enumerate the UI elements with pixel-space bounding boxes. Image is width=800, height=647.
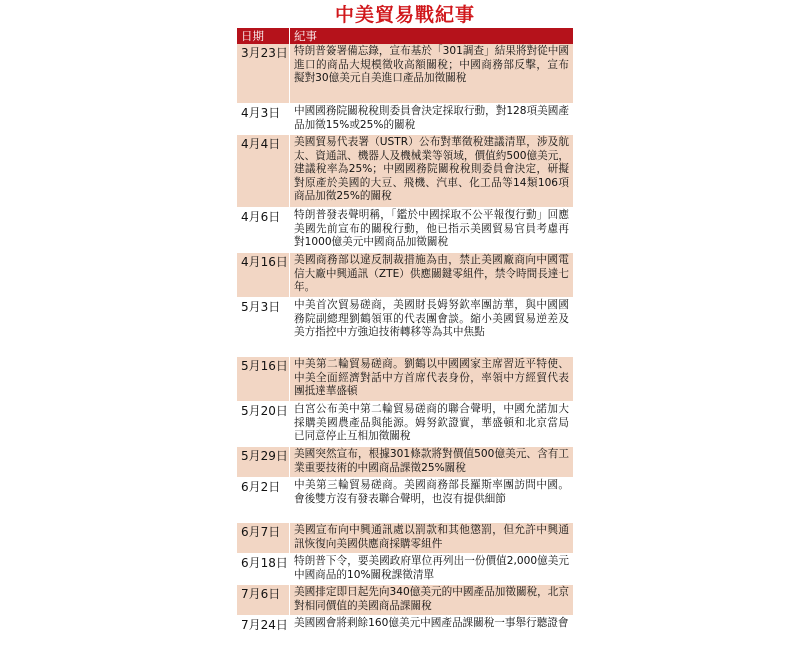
header-date: 日期 [241, 29, 264, 43]
timeline-panel [237, 0, 573, 632]
row-text: 美國排定即日起先向340億美元的中國產品加徵關稅，北京對相同價值的美國商品課關稅 [289, 585, 573, 615]
table-row [237, 298, 573, 357]
table-row [237, 135, 573, 208]
row-text: 中美第二輪貿易磋商。劉鶴以中國國家主席習近平特使、中美全面經濟對話中方首席代表身份，率領中方經貿代表團抵達華盛頓 [289, 357, 573, 401]
row-date: 6月2日 [241, 480, 281, 494]
table-row [237, 253, 573, 298]
row-date: 4月16日 [241, 255, 288, 269]
table-row [237, 402, 573, 447]
page-title: 中美貿易戰紀事 [334, 4, 475, 26]
row-date: 5月20日 [241, 404, 288, 418]
timeline-rows [237, 44, 573, 647]
row-text: 美國貿易代表署（USTR）公布對華徵稅建議清單，涉及航太、資通訊、機器人及機械業等領域，價值約500億美元，建議稅率為25%；中國國務院關稅稅則委員會決定，研擬對原產於美國的大豆、飛機、汽車、化工品等14類106項商品加徵25%的關稅 [289, 135, 573, 207]
row-text: 特朗普簽署備忘錄，宣布基於「301調查」結果將對從中國進口的商品大規模徵收高額關稅；中國商務部反擊，宣布擬對30億美元自美進口產品加徵關稅 [289, 44, 573, 103]
table-row [237, 357, 573, 402]
row-date: 4月4日 [241, 137, 281, 151]
table-row [237, 523, 573, 554]
row-text: 中美首次貿易磋商，美國財長姆努欽率團訪華，與中國國務院副總理劉鶴領軍的代表團會談。縮小美國貿易逆差及美方指控中方強迫技術轉移等為其中焦點 [289, 298, 573, 356]
table-row [237, 104, 573, 135]
row-date: 4月6日 [241, 210, 281, 224]
table-row [237, 447, 573, 478]
table-row [237, 554, 573, 585]
row-date: 4月3日 [241, 106, 281, 120]
table-row [237, 616, 573, 647]
row-date: 3月23日 [241, 46, 288, 60]
row-text: 特朗普發表聲明稱，「鑑於中國採取不公平報復行動」回應美國先前宣布的關稅行動，他已指示美國貿易官員考慮再對1000億美元中國商品加徵關稅 [289, 208, 573, 252]
row-text: 美國商務部以違反制裁措施為由，禁止美國廠商向中國電信大廠中興通訊（ZTE）供應關鍵零組件，禁令時間長達七年。 [289, 253, 573, 297]
row-text: 中美第三輪貿易磋商。美國商務部長羅斯率團訪問中國。會後雙方沒有發表聯合聲明，也沒有提供細節 [289, 478, 573, 522]
row-text: 美國突然宣布，根據301條款將對價值500億美元、含有工業重要技術的中國商品課徵25%關稅 [289, 447, 573, 477]
row-date: 6月18日 [241, 556, 288, 570]
row-date: 5月29日 [241, 449, 288, 463]
header-event: 紀事 [289, 28, 573, 44]
table-row [237, 478, 573, 523]
row-date: 7月6日 [241, 587, 281, 601]
row-text: 白宮公布美中第二輪貿易磋商的聯合聲明，中國允諾加大採購美國農產品與能源。姆努欽證實，華盛頓和北京當局已同意停止互相加徵關稅 [289, 402, 573, 446]
row-date: 5月3日 [241, 300, 281, 314]
row-text: 特朗普下令，要美國政府單位再列出一份價值2,000億美元中國商品的10%關稅課徵清單 [289, 554, 573, 584]
row-text: 美國國會將剩餘160億美元中國產品課關稅一事舉行聽證會 [289, 616, 573, 646]
table-row [237, 208, 573, 253]
row-date: 6月7日 [241, 525, 281, 539]
table-row [237, 585, 573, 616]
row-text: 美國宣布向中興通訊處以罰款和其他懲罰，但允許中興通訊恢復向美國供應商採購零組件 [289, 523, 573, 553]
row-date: 7月24日 [241, 618, 288, 632]
row-text: 中國國務院關稅稅則委員會決定採取行動，對128項美國產品加徵15%或25%的關稅 [289, 104, 573, 134]
table-row [237, 44, 573, 104]
table-header [237, 28, 573, 44]
row-date: 5月16日 [241, 359, 288, 373]
